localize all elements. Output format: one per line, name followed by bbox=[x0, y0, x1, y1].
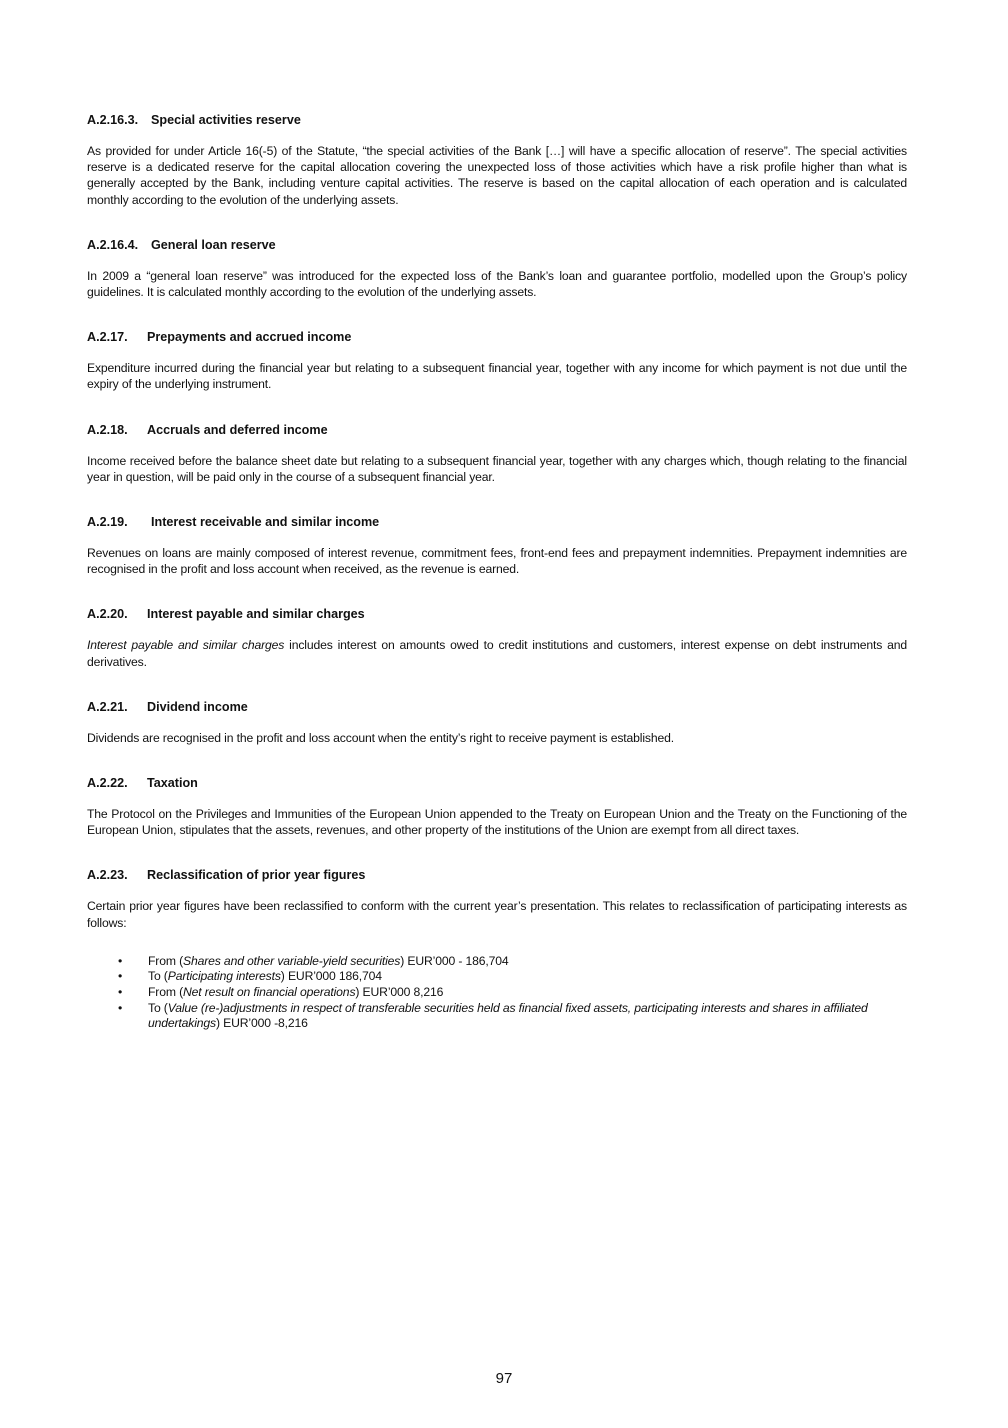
section-heading bbox=[87, 868, 907, 882]
section-number: A.2.22. bbox=[87, 776, 128, 791]
section-title: Prepayments and accrued income bbox=[147, 330, 352, 345]
section-body: The Protocol on the Privileges and Immunities of the European Union appended to the Treaty on European Union and the Treaty on the Functioning of the European Union, stipulates that the assets, revenues, and other property of the institutions of the Union are exempt from all direct taxes. bbox=[87, 807, 907, 838]
list-item-suffix: ) EUR’000 -8,216 bbox=[216, 1016, 308, 1031]
list-item-italic: Value (re-)adjustments in respect of transferable securities held as financial fixed assets, participating interests and shares in affiliated undertakings bbox=[148, 1000, 868, 1031]
list-item bbox=[118, 985, 907, 1001]
section-title: General loan reserve bbox=[151, 237, 276, 252]
section-title: Dividend income bbox=[147, 699, 248, 714]
section-body: In 2009 a “general loan reserve” was introduced for the expected loss of the Bank’s loan and guarantee portfolio, modelled upon the Group’s policy guidelines. It is calculated monthly according to the evolution of the underlying assets. bbox=[87, 268, 907, 300]
section-title: Special activities reserve bbox=[151, 113, 301, 127]
section-number: A.2.16.3. bbox=[87, 113, 139, 127]
section-heading bbox=[87, 776, 907, 790]
list-item-prefix: To ( bbox=[148, 969, 168, 984]
list-item bbox=[118, 954, 907, 970]
section-reclassification bbox=[87, 868, 907, 1031]
list-item-italic: Shares and other variable-yield securities bbox=[182, 953, 401, 968]
section-heading bbox=[87, 423, 907, 437]
section-body: Expenditure incurred during the financial year but relating to a subsequent financial year, together with any income for which payment is not due until the expiry of the underlying instrument. bbox=[87, 361, 907, 392]
section-body: Certain prior year figures have been reclassified to conform with the current year’s presentation. This relates to reclassification of participating interests as follows: bbox=[87, 899, 907, 930]
reclassification-list bbox=[87, 954, 907, 1032]
section-number: A.2.16.4. bbox=[87, 237, 139, 252]
section-title: Interest receivable and similar income bbox=[151, 515, 380, 530]
list-item-prefix: To ( bbox=[148, 1000, 168, 1015]
section-number: A.2.21. bbox=[87, 699, 128, 714]
section-heading bbox=[87, 700, 907, 714]
list-item-italic: Participating interests bbox=[167, 969, 281, 984]
section-accruals bbox=[87, 423, 907, 485]
section-number: A.2.19. bbox=[87, 515, 128, 530]
section-title: Accruals and deferred income bbox=[147, 422, 328, 437]
section-heading bbox=[87, 330, 907, 344]
section-number: A.2.20. bbox=[87, 607, 128, 622]
section-interest-receivable bbox=[87, 515, 907, 577]
section-body: As provided for under Article 16(-5) of the Statute, “the special activities of the Bank […] will have a specific allocation of reserve”. The special activities reserve is a dedicated reserve for the capital allocation covering the unexpected loss of those activities which have a risk profile higher than what is generally accepted by the Bank, including venture capital activities. The reserve is based on the capital allocation of each operation and is calculated monthly according to the evolution of the underlying assets. bbox=[87, 144, 907, 207]
section-title: Reclassification of prior year figures bbox=[147, 868, 366, 883]
list-item-suffix: ) EUR’000 8,216 bbox=[355, 985, 444, 1000]
section-number: A.2.18. bbox=[87, 422, 128, 437]
section-heading bbox=[87, 238, 907, 252]
section-interest-payable bbox=[87, 607, 907, 669]
section-body: Revenues on loans are mainly composed of interest revenue, commitment fees, front-end fees and prepayment indemnities. Prepayment indemnities are recognised in the profit and loss account when received, as the revenue is earned. bbox=[87, 546, 907, 577]
section-heading bbox=[87, 515, 907, 529]
document-page bbox=[87, 113, 907, 1062]
list-item-suffix: ) EUR’000 186,704 bbox=[280, 969, 382, 984]
page-number: 97 bbox=[495, 1370, 513, 1387]
section-title: Taxation bbox=[147, 776, 198, 791]
section-body-text: includes interest on amounts owed to credit institutions and customers, interest expense on debt instruments and derivatives. bbox=[87, 638, 907, 669]
list-item bbox=[118, 969, 907, 985]
bullet-icon: • bbox=[118, 969, 123, 984]
bullet-icon: • bbox=[118, 985, 123, 1000]
section-title: Interest payable and similar charges bbox=[147, 607, 365, 622]
section-heading bbox=[87, 607, 907, 621]
bullet-icon: • bbox=[118, 953, 123, 968]
bullet-icon: • bbox=[118, 1000, 123, 1015]
list-item-prefix: From ( bbox=[148, 953, 183, 968]
section-heading bbox=[87, 113, 907, 127]
section-body bbox=[87, 637, 907, 669]
section-dividend-income bbox=[87, 700, 907, 746]
list-item-prefix: From ( bbox=[148, 985, 183, 1000]
section-special-activities-reserve bbox=[87, 113, 907, 208]
section-general-loan-reserve bbox=[87, 238, 907, 300]
section-prepayments bbox=[87, 330, 907, 392]
section-body: Income received before the balance sheet date but relating to a subsequent financial year, together with any charges which, though relating to the financial year in question, will be paid only in the course of a subsequent financial year. bbox=[87, 453, 907, 484]
list-item bbox=[118, 1001, 907, 1032]
section-number: A.2.23. bbox=[87, 868, 128, 883]
section-taxation bbox=[87, 776, 907, 838]
section-body-italic: Interest payable and similar charges bbox=[87, 638, 285, 653]
section-body: Dividends are recognised in the profit and loss account when the entity’s right to receive payment is established. bbox=[87, 730, 674, 745]
list-item-italic: Net result on financial operations bbox=[182, 985, 356, 1000]
list-item-suffix: ) EUR’000 - 186,704 bbox=[400, 953, 509, 968]
section-number: A.2.17. bbox=[87, 330, 128, 345]
